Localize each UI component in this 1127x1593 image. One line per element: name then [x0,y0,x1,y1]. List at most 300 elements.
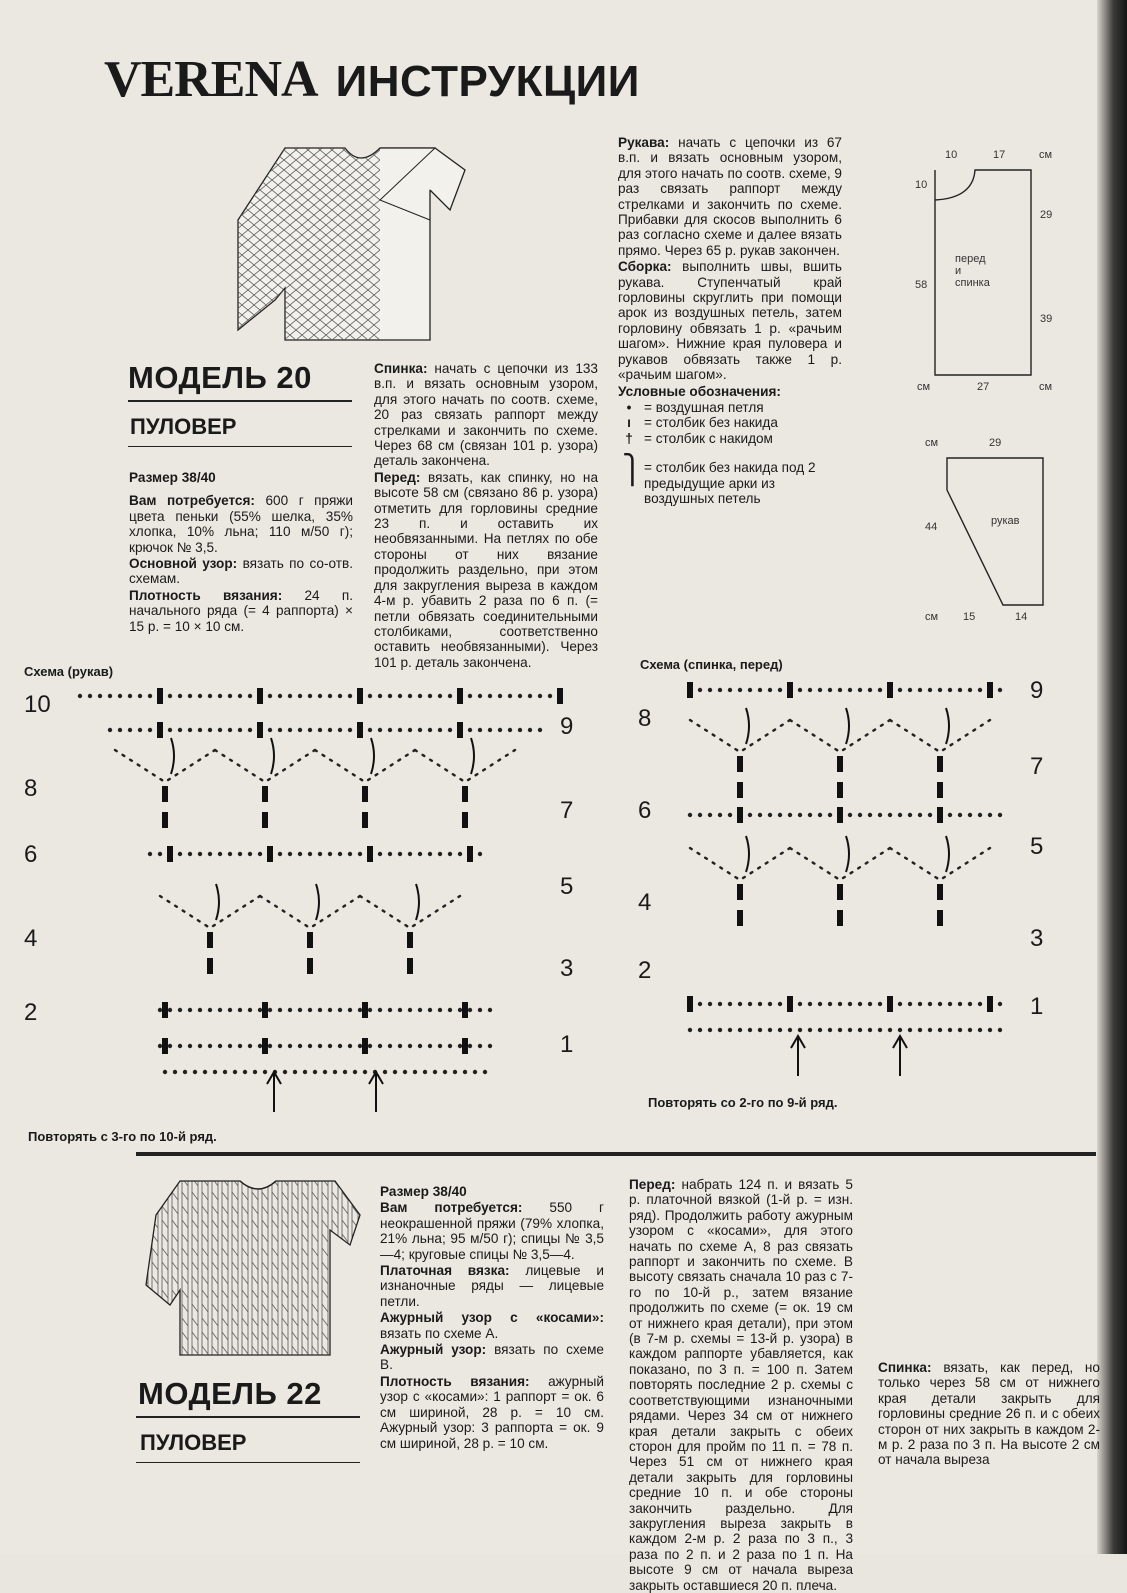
dim-top-1: 10 [945,149,958,161]
chain-stitch [858,688,862,692]
chain-stitch [528,728,532,732]
model22-title-rule [136,1416,360,1418]
chain-arch [360,896,460,928]
model22-back-column [878,1360,1100,1469]
chain-stitch [838,688,842,692]
chain-stitch [808,1002,812,1006]
chain-stitch [728,688,732,692]
chain-stitch [308,852,312,856]
chain-stitch [308,728,312,732]
chain-stitch [338,728,342,732]
chain-stitch [403,1070,407,1074]
schema-sleeve-chart [20,680,600,1100]
chain-arch [790,848,890,880]
chain-stitch [908,1028,912,1032]
chain-stitch [288,694,292,698]
chain-stitch [323,1070,327,1074]
dim-top-unit: см [1039,149,1053,161]
bracket-stitch [746,708,749,744]
model22-gauge-label: Плотность вязания: [380,1373,530,1389]
legend [618,400,842,506]
chain-stitch [253,1070,257,1074]
chain-stitch [378,1008,382,1012]
single-crochet [737,910,743,926]
model20-back-label: Спинка: [374,361,428,376]
chain-stitch [958,813,962,817]
chain-stitch [418,1008,422,1012]
row-number: 4 [638,889,652,916]
chain-stitch [858,1028,862,1032]
model20-materials-label: Вам потребуется: [129,493,255,509]
chain-stitch [918,1002,922,1006]
chain-stitch [868,813,872,817]
chain-stitch [238,1008,242,1012]
chain-stitch [248,694,252,698]
legend-item [622,400,842,415]
chain-stitch [878,1028,882,1032]
chain-arch [690,848,790,880]
chain-stitch [828,1028,832,1032]
chain-stitch [848,688,852,692]
model20-size: Размер 38/40 [129,470,216,485]
chain-stitch [998,688,1002,692]
model22-materials: 550 г неокрашенной пряжи (79% хлопка, 21% льна; 95 м/50 г); спицы № 3,5—4; круговые спицы № 3,5—4. [380,1200,604,1262]
single-crochet [687,682,693,698]
chain-stitch [348,852,352,856]
chain-stitch [498,728,502,732]
chain-stitch [168,694,172,698]
model22-garter-label: Платочная вязка: [380,1263,510,1279]
single-crochet [162,1002,168,1018]
dim-bottom-unit-right: см [1039,381,1053,393]
single-crochet [737,884,743,900]
chain-arch [790,720,890,752]
model22-materials-column [380,1184,604,1452]
chain-stitch [778,1002,782,1006]
chain-stitch [728,1002,732,1006]
model20-assembly: выполнить швы, вшить рукава. Ступенчатый край горловины скруглить при помощи арок из воздушных петель, затем горловину обвязать 1 р. «рачьим шагом». Нижние края пуловера и рукавов обвязать также 1 р. «рачьим шагом». [618,259,843,383]
dim-top-2: 17 [993,149,1006,161]
single-crochet [207,958,213,974]
bracket-stitch [371,738,374,774]
chain-stitch [488,1008,492,1012]
chain-stitch [348,694,352,698]
chain-stitch [448,852,452,856]
schema-body-repeat-note: Повторять со 2-го по 9-й ряд. [648,1095,838,1110]
chain-stitch [298,852,302,856]
chain-stitch [378,852,382,856]
chain-stitch [848,1028,852,1032]
chain-stitch [478,694,482,698]
chain-stitch [998,813,1002,817]
single-crochet [362,1038,368,1054]
chain-stitch [708,688,712,692]
chain-stitch [478,1008,482,1012]
single-crochet [937,756,943,772]
chain-stitch [178,1008,182,1012]
chain-stitch [188,852,192,856]
chain-stitch [398,1008,402,1012]
chain-stitch [258,1044,262,1048]
chain-arch [215,750,315,782]
chain-arch [115,750,215,782]
chain-stitch [288,1044,292,1048]
chain-stitch [808,688,812,692]
chain-stitch [988,813,992,817]
chain-stitch [498,694,502,698]
chain-stitch [908,688,912,692]
chain-stitch [448,1044,452,1048]
chain-stitch [318,1044,322,1048]
model20-front-label: Перед: [374,469,421,485]
chain-stitch [178,728,182,732]
chain-stitch [98,694,102,698]
chain-stitch [728,813,732,817]
chain-stitch [708,1002,712,1006]
chain-stitch [758,1002,762,1006]
section-divider [136,1152,1096,1156]
chain-stitch [328,1044,332,1048]
chain-stitch [168,1008,172,1012]
chain-stitch [208,1044,212,1048]
chain-stitch [868,1002,872,1006]
chain-stitch [208,1008,212,1012]
chain-stitch [188,1008,192,1012]
legend-title: Условные обозначения: [618,383,781,399]
schema-body-chart [630,670,1070,1090]
chain-stitch [178,694,182,698]
row-number: 7 [1030,753,1044,780]
single-crochet [257,722,263,738]
chain-stitch [158,1008,162,1012]
model20-back: начать с цепочки из 133 в.п. и вязать основным узором, для этого начать по соотв. схеме, 20 раз связать раппорт между стрелками и закончить по схеме. Через 68 см (связан 101 р. узора) деталь закончена. [374,361,598,469]
model22-gauge: ажурный узор с «косами»: 1 раппорт = ок. 6 см шириной, 28 р. = 10 см. Ажурный узор: 3 раппорта = ок. 9 см шириной, 28 р. = 10 см. [380,1373,605,1451]
chain-stitch [918,813,922,817]
model22-subtitle-rule [136,1462,360,1463]
chain-stitch [263,1070,267,1074]
chain-stitch [898,813,902,817]
row-number: 5 [560,873,574,900]
chain-stitch [718,1028,722,1032]
chain-stitch [778,813,782,817]
chain-stitch [808,813,812,817]
chain-stitch [748,688,752,692]
chain-arch [415,750,515,782]
chain-stitch [708,1028,712,1032]
chain-stitch [383,1070,387,1074]
chain-stitch [988,1028,992,1032]
chain-arch [890,720,990,752]
chain-stitch [378,694,382,698]
chain-stitch [173,1070,177,1074]
model20-gauge: 24 п. начального ряда (= 4 раппорта) × 15 р. = 10 × 10 см. [129,587,353,634]
chain-stitch [288,1008,292,1012]
chain-stitch [938,1002,942,1006]
chain-stitch [728,1028,732,1032]
chain-stitch [458,1008,462,1012]
chain-stitch [718,1002,722,1006]
chain-stitch [248,1008,252,1012]
chain-stitch [118,694,122,698]
chain-stitch [268,1044,272,1048]
model20-back-front-column [374,361,598,671]
chain-stitch [698,1028,702,1032]
sweater-illustration-model20 [230,140,470,350]
schema-sleeve-title: Схема (рукав) [24,664,114,679]
chain-stitch [778,1028,782,1032]
chain-stitch [928,688,932,692]
chain-stitch [208,694,212,698]
chain-stitch [698,688,702,692]
row-number: 6 [638,797,652,824]
chain-stitch [318,728,322,732]
chain-stitch [798,688,802,692]
chain-stitch [228,852,232,856]
chain-stitch [463,1070,467,1074]
chain-stitch [248,1044,252,1048]
row-number: 1 [560,1031,574,1058]
model22-back-label: Спинка: [878,1360,932,1375]
row-number: 7 [560,797,574,824]
bracket-stitch [271,738,274,774]
chain-stitch [488,1044,492,1048]
model22-lace-label: Ажурный узор: [380,1342,487,1358]
chain-stitch [408,694,412,698]
chain-stitch [828,813,832,817]
section-title: ИНСТРУКЦИИ [335,57,640,106]
chain-stitch [438,1044,442,1048]
chain-stitch [758,1028,762,1032]
sleeve-label: рукав [991,515,1020,527]
chain-stitch [408,728,412,732]
single-crochet [837,756,843,772]
chain-stitch [448,694,452,698]
chain-stitch [958,688,962,692]
chain-stitch [968,1028,972,1032]
chain-stitch [283,1070,287,1074]
chain-stitch [918,688,922,692]
model22-lace: вязать по схеме В. [380,1342,604,1373]
single-crochet [462,1038,468,1054]
chain-stitch [998,1002,1002,1006]
chain-stitch [928,1002,932,1006]
chain-stitch [868,688,872,692]
model20-sleeve-column [618,135,842,506]
schema-body-title: Схема (спинка, перед) [640,657,783,672]
chain-stitch [768,813,772,817]
row-number: 4 [24,925,38,952]
single-crochet-icon: ı [627,415,631,431]
chain-stitch [108,694,112,698]
chain-stitch [938,1028,942,1032]
chain-stitch [358,1008,362,1012]
chain-stitch [718,813,722,817]
chain-stitch [238,852,242,856]
model20-title-rule [128,400,352,402]
chain-stitch [798,1028,802,1032]
chain-stitch [158,1044,162,1048]
chain-stitch [438,694,442,698]
chain-stitch [448,728,452,732]
single-crochet [687,996,693,1012]
chain-stitch [958,1002,962,1006]
chain-stitch [388,694,392,698]
chain-stitch [928,813,932,817]
chain-stitch [858,813,862,817]
single-crochet [462,1002,468,1018]
chain-stitch [428,852,432,856]
row-number: 2 [638,957,652,984]
bracket-stitch [846,708,849,744]
legend-text: = воздушная петля [644,399,764,415]
chain-stitch [428,694,432,698]
chain-stitch [228,728,232,732]
chain-stitch [698,1002,702,1006]
sweater-illustration-model22 [140,1175,370,1365]
chain-stitch [313,1070,317,1074]
sleeve-dim-length: 44 [925,521,938,533]
chain-stitch [838,1028,842,1032]
chain-stitch [343,1070,347,1074]
chain-stitch [318,694,322,698]
chain-stitch [218,728,222,732]
single-crochet [257,688,263,704]
chain-stitch [428,1044,432,1048]
chain-stitch [508,694,512,698]
chain-stitch [483,1070,487,1074]
model20-pattern: вязать по со-отв. схемам. [129,556,353,587]
chain-stitch [278,1008,282,1012]
bracket-stitch [846,836,849,872]
chain-stitch [928,1028,932,1032]
chain-stitch-icon: • [626,399,632,415]
model20-materials-column [129,470,353,635]
single-crochet [267,846,273,862]
chain-stitch [238,1044,242,1048]
chain-arch [160,896,260,928]
chain-stitch [453,1070,457,1074]
chain-stitch [238,694,242,698]
single-crochet [162,812,168,828]
chain-stitch [328,694,332,698]
single-crochet [787,996,793,1012]
chain-stitch [888,813,892,817]
single-crochet [937,807,943,823]
chain-stitch [368,1008,372,1012]
chain-stitch [298,728,302,732]
chain-stitch [338,694,342,698]
chain-stitch [198,694,202,698]
chain-stitch [193,1070,197,1074]
chain-stitch [748,1028,752,1032]
chain-stitch [898,688,902,692]
single-crochet [407,958,413,974]
chain-stitch [328,852,332,856]
model20-gauge-label: Плотность вязания: [129,587,283,603]
chain-stitch [528,694,532,698]
chain-stitch [808,1028,812,1032]
single-crochet [837,807,843,823]
chain-stitch [353,1070,357,1074]
chain-stitch [748,1002,752,1006]
model22-back: вязать, как перед, но только через 58 см от нижнего края детали закрыть для горловины средние 26 п. и с обеих сторон от них закрыть в каждом 2-м р. 2 раза по 3 п. На высоте 2 см от начала выреза [878,1360,1100,1468]
chain-stitch [78,694,82,698]
chain-stitch [138,728,142,732]
chain-stitch [768,1028,772,1032]
chain-stitch [468,694,472,698]
chain-stitch [388,728,392,732]
single-crochet [937,884,943,900]
chain-stitch [688,813,692,817]
legend-item [622,431,842,446]
chain-stitch [868,1028,872,1032]
chain-stitch [148,728,152,732]
chain-stitch [818,813,822,817]
dim-upper: 29 [1040,209,1053,221]
single-crochet [262,812,268,828]
legend-item [622,415,842,430]
chain-stitch [208,728,212,732]
dim-neck-depth: 10 [915,179,928,191]
single-crochet [787,682,793,698]
chain-stitch [198,1044,202,1048]
chain-stitch [438,852,442,856]
bracket-icon: ⎫ [622,454,643,486]
single-crochet [737,807,743,823]
chain-stitch [908,813,912,817]
chain-stitch [948,1002,952,1006]
chain-stitch [818,1002,822,1006]
sleeve-dim-bottom-1: 15 [963,611,976,623]
brand-logo: VERENA [104,51,318,108]
legend-item [622,450,842,506]
single-crochet [357,688,363,704]
chain-stitch [698,813,702,817]
row-number: 9 [560,713,574,740]
single-crochet [167,846,173,862]
single-crochet [307,932,313,948]
bracket-stitch [171,738,174,774]
single-crochet [357,722,363,738]
single-crochet [307,958,313,974]
bracket-stitch [216,884,219,920]
chain-stitch [748,813,752,817]
chain-stitch [318,852,322,856]
chain-stitch [278,852,282,856]
chain-stitch [978,1028,982,1032]
chain-arch [690,720,790,752]
chain-stitch [458,1044,462,1048]
single-crochet [737,782,743,798]
single-crochet [362,786,368,802]
chain-stitch [278,728,282,732]
chain-stitch [358,852,362,856]
chain-stitch [348,1044,352,1048]
dim-bottom-width: 27 [977,381,990,393]
schematic-label-line1: перед [955,253,986,265]
chain-stitch [458,852,462,856]
chain-stitch [398,728,402,732]
single-crochet [362,812,368,828]
chain-stitch [828,688,832,692]
model22-front-label: Перед: [629,1177,676,1192]
chain-stitch [328,1008,332,1012]
legend-text: = столбик без накида под 2 предыдущие арки из воздушных петель [644,460,816,506]
model20-materials: 600 г пряжи цвета пеньки (55% шелка, 35% хлопка, 10% льна; 110 м/50 г); крючок № 3,5. [129,493,353,555]
single-crochet [207,932,213,948]
single-crochet [457,688,463,704]
model22-title: МОДЕЛЬ 22 [138,1376,322,1411]
